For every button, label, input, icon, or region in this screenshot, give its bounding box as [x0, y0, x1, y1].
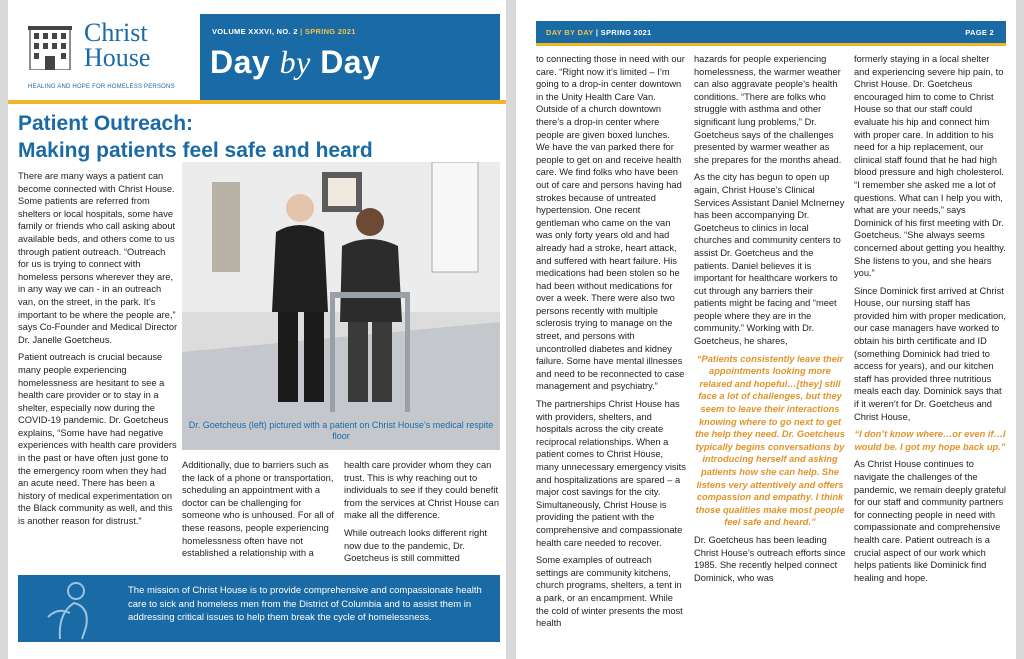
gold-rule [536, 43, 1006, 46]
running-title: DAY BY DAY [546, 28, 594, 37]
logo-line-2: House [84, 43, 151, 72]
pull-quote: “I don’t know where…or even if…I would be. I got my hope back up.” [854, 429, 1006, 452]
page-number: PAGE 2 [965, 28, 994, 37]
running-header: DAY BY DAY | SPRING 2021 [546, 28, 652, 37]
gold-rule [8, 100, 506, 104]
title-part-2: by [279, 44, 311, 80]
page-header-bar [536, 21, 1006, 43]
running-season: SPRING 2021 [600, 28, 652, 37]
mission-banner [18, 575, 500, 642]
paragraph: Since Dominick first arrived at Christ House, our nursing staff has provided him with proper medication, our case managers have worked to obtain his birth certificate and ID (something Dominick had tried to access for years), and our kitchen staff has provided three nutritious meals each day. Dominick says that if it weren’t for Dr. Goetcheus and Christ House, [854, 285, 1006, 422]
paragraph: The partnerships Christ House has with providers, shelters, and hospitals across the city create reciprocal relationships. When a patient comes to Christ House, many unnecessary emergency visits and hospitalizations are spared – a major cost savings for the city. Simultaneously, Christ House is providing the patient with the comprehensive and compassionate health care needed to recover. [536, 399, 686, 548]
logo-line-1: Christ [84, 18, 148, 47]
article-photo [182, 162, 500, 450]
paragraph: Patient outreach is crucial because many people experiencing homelessness are hesitant to see a health care provider or to stay in a shelter, especially now during the COVID-19 pandemic. Dr. Goetcheus explains, “Some have had negative experiences with health care providers in the past or have often just gone to the emergency room when they had an acute need. There has been a history of medical experimentation on the Black community as well, and this is another reason for distrust.” [18, 352, 177, 527]
paragraph: Some examples of outreach settings are community kitchens, church programs, shelters, a tent in a park, or an encampment. While the cold of winter presents the most health [536, 555, 683, 629]
paragraph: hazards for people experiencing homelessness, the warmer weather can also aggravate people’s health conditions. “There are folks who struggle with asthma and other significant lung problems,” Dr. Goetcheus says of the challenges presented by warmer weather as she prepares for the months ahead. [694, 54, 842, 165]
building-icon [28, 24, 72, 70]
headline-line-2: Making patients feel safe and heard [18, 139, 373, 162]
title-part-1: Day [210, 44, 280, 80]
mission-statement: The mission of Christ House is to provide comprehensive and compassionate health care to sick and homeless men from the District of Columbia and to assist them in addressing critical issues to help them break the cycle of homelessness. [128, 585, 482, 623]
newsletter-page-2 [516, 0, 1016, 659]
headline-line-1: Patient Outreach: [18, 112, 194, 135]
article-column-1 [18, 170, 178, 533]
issue-season: SPRING 2021 [304, 27, 356, 36]
article-column-2 [182, 459, 336, 565]
issue-line: VOLUME XXXVI, NO. 2 | SPRING 2021 [212, 27, 356, 36]
paragraph: Additionally, due to barriers such as the lack of a phone or transportation, scheduling an appointment with a doctor can be challenging for someone who is unhoused. For all of these reasons, people experiencing homelessness often have not established a relationship with a [182, 460, 334, 559]
article-headline [18, 110, 498, 164]
newsletter-title [210, 44, 380, 81]
logo-wordmark [84, 20, 150, 70]
volume-number: VOLUME XXXVI, NO. 2 [212, 27, 298, 36]
healing-figure-icon [40, 577, 100, 641]
christ-house-logo [14, 14, 204, 102]
paragraph: formerly staying in a local shelter and experiencing severe hip pain, to Christ House. Dr. Goetcheus encouraged him to come to Christ House so that our staff could evaluate his hip and connect him with proper care. In addition to his need for a hip replacement, our clinical staff found that he had high blood pressure and high cholesterol. “I remember she asked me a lot of questions. What can I help you with, what are your needs,” says Dominick of his first meeting with Dr. Goetcheus. “She always seems concerned about getting you healthy. She listens to you, and she hears you.” [854, 54, 1006, 279]
article-column-3 [344, 459, 500, 570]
paragraph: Dr. Goetcheus has been leading Christ House’s outreach efforts since 1985. She recently helped connect Dominick, who was [694, 534, 846, 583]
newsletter-page-1 [8, 0, 506, 659]
logo-tagline: HEALING AND HOPE FOR HOMELESS PERSONS [28, 84, 175, 90]
title-part-3: Day [310, 44, 381, 80]
paragraph: health care provider whom they can trust. This is why reaching out to individuals to see if they could benefit from the services at Christ House can make all the difference. [344, 460, 500, 521]
paragraph: As the city has begun to open up again, Christ House’s Clinical Services Assistant Daniel McInerney has been accompanying Dr. Goetcheus to clinics in local churches and community centers to assist Dr. Goetcheus and the patients. Daniel believes it is important for healthcare workers to cut through any barriers their patients might be facing and “meet people where they are in the community.” Working with Dr. Goetcheus, he shares, [694, 172, 845, 347]
photo-caption: Dr. Goetcheus (left) pictured with a patient on Christ House’s medical respite floor [188, 420, 494, 441]
paragraph: While outreach looks different right now due to the pandemic, Dr. Goetcheus is still committed [344, 527, 487, 564]
article-column-6 [854, 53, 1006, 589]
article-column-5 [694, 53, 846, 589]
masthead [200, 14, 500, 100]
paragraph: As Christ House continues to navigate the challenges of the pandemic, we remain deeply grateful for our staff and community partners for connecting people in need with compassionate and comprehensive health care. Patient outreach is a crucial aspect of our work which helps patients like Dominick find healing and hope. [854, 459, 1006, 583]
article-column-4 [536, 53, 686, 635]
photo-illustration [182, 162, 500, 450]
pull-quote: “Patients consistently leave their appointments looking more relaxed and hopeful…[they] still face a lot of challenges, but they seem to leave their interactions knowing where to go next to get the help they need. Dr. Goetcheus typically begins conversations by introducing herself and asking patients how she can help. She listens very attentively and offers compassion and empathy. I think those qualities make most people feel safe and heard.” [695, 353, 845, 528]
paragraph: to connecting those in need with our care. “Right now it’s limited – I’m going to a drop-in center downtown in the Unity Health Care Van. Outside of a church downtown there’s a drop-in center where people are given boxed lunches. We have the van parked there for people to get on and receive health care. We find folks who have been out of care and persons having had strokes because of untreated hypertension. One recent gentleman who came on the van was only forty years old and had already had a stroke, heart attack, and suffered with heart failure. His medications had been stolen so he had been without medications for over a week. There were also two persons recently with multiple sclerosis trying to manage on the street, and persons with uncontrolled diabetes and kidney failure. Some have mental illnesses and need to be reconnected to case management and psychiatry.” [536, 54, 685, 392]
paragraph: There are many ways a patient can become connected with Christ House. Some patients are referred from shelters or local hospitals, some have family or friends who call asking about available beds, and others come to us through patient outreach. “Outreach for us is trying to connect with homeless persons wherever they are, in any way we can - in an outreach van, on the street, in the park. It’s important to be where the people are,” says Co-Founder and Medical Director Dr. Janelle Goetcheus. [18, 171, 178, 345]
